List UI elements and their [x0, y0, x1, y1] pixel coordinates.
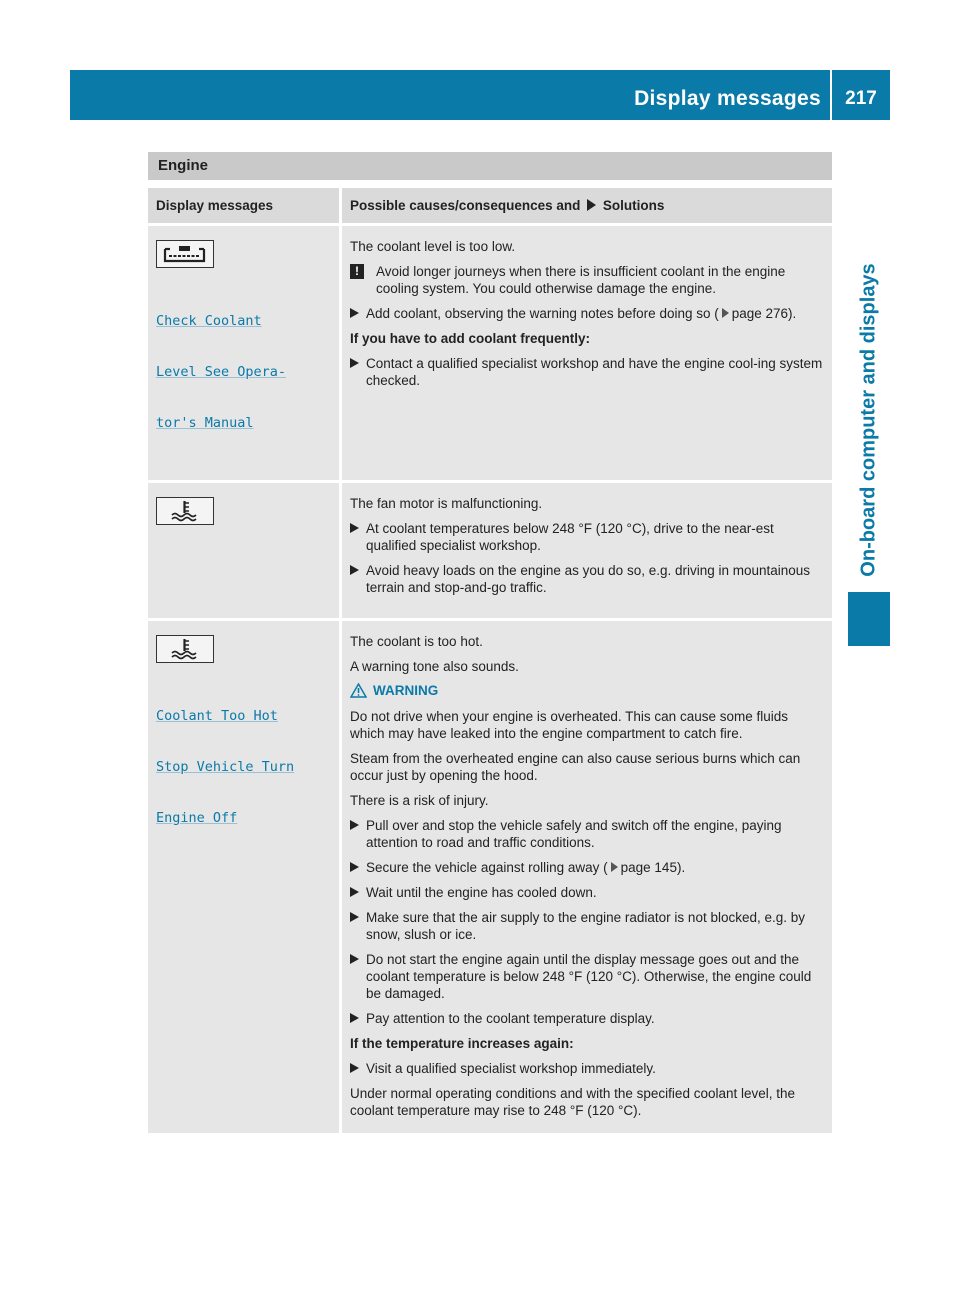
table-row [148, 618, 832, 1133]
table-row [148, 223, 832, 480]
message-line: tor's Manual [156, 415, 254, 431]
warning-triangle-icon [350, 683, 367, 698]
display-messages-table [148, 188, 832, 1133]
causes-solutions-cell [339, 223, 832, 480]
step-text: At coolant temperatures below 248 °F (120 °C), drive to the near-est qualified specialist workshop. [366, 521, 774, 553]
step-text: Do not start the engine again until the display message goes out and the coolant temperature is below 248 °F (120 °C). Otherwise, the engine could be damaged. [366, 952, 812, 1001]
solution-arrow-icon [587, 199, 596, 211]
coolant-level-icon [156, 240, 214, 268]
subheading: If you have to add coolant frequently: [350, 331, 591, 346]
col-header-causes: Possible causes/consequences and [350, 198, 581, 213]
page-reference-icon [611, 862, 618, 872]
solution-step [350, 859, 824, 876]
solution-step [350, 520, 824, 554]
causes-solutions-cell [339, 480, 832, 618]
note-text: Avoid longer journeys when there is insufficient coolant in the engine cooling system. You could otherwise damage the engine. [376, 264, 786, 296]
message-line: Level See Opera‐ [156, 364, 287, 380]
side-tab-marker [848, 592, 890, 646]
coolant-temperature-icon [156, 497, 214, 525]
table-header-row [148, 188, 832, 223]
step-arrow-icon [350, 954, 359, 964]
col-header-solutions: Solutions [602, 198, 665, 213]
warning-text: Do not drive when your engine is overheated. This can cause some fluids which may have leaked into the engine compartment to catch fire. [350, 709, 788, 741]
step-arrow-icon [350, 862, 359, 872]
solution-step [350, 562, 824, 596]
warning-text: Steam from the overheated engine can also cause serious burns which can occur just by opening the hood. [350, 751, 801, 783]
step-arrow-icon [350, 308, 359, 318]
cause-text: The coolant is too hot. [350, 634, 483, 649]
step-text: Pull over and stop the vehicle safely and switch off the engine, paying attention to road and traffic conditions. [366, 818, 782, 850]
page-number: 217 [830, 70, 890, 120]
step-text: Add coolant, observing the warning notes before doing so ( [366, 306, 719, 321]
causes-solutions-cell [339, 618, 832, 1133]
solution-step [350, 355, 824, 389]
solution-step [350, 305, 824, 322]
step-arrow-icon [350, 565, 359, 575]
step-arrow-icon [350, 820, 359, 830]
step-arrow-icon [350, 1063, 359, 1073]
cause-text: A warning tone also sounds. [350, 659, 519, 674]
page-reference-link[interactable]: page 145). [620, 860, 686, 875]
display-message-cell [148, 480, 339, 618]
display-message-text [156, 674, 331, 861]
warning-text: There is a risk of injury. [350, 793, 489, 808]
step-arrow-icon [350, 912, 359, 922]
step-text: Wait until the engine has cooled down. [366, 885, 597, 900]
step-text: Pay attention to the coolant temperature display. [366, 1011, 655, 1026]
message-line: Coolant Too Hot [156, 708, 278, 724]
step-text: Make sure that the air supply to the engine radiator is not blocked, e.g. by snow, slush or ice. [366, 910, 806, 942]
step-text: Visit a qualified specialist workshop immediately. [366, 1061, 656, 1076]
message-line: Check Coolant [156, 313, 262, 329]
solution-step [350, 1060, 824, 1077]
cause-text: The coolant level is too low. [350, 239, 516, 254]
warning-heading [350, 683, 824, 698]
section-title: Engine [148, 152, 832, 180]
solution-step [350, 951, 824, 1002]
warning-label: WARNING [373, 683, 439, 698]
step-arrow-icon [350, 523, 359, 533]
side-tab-label: On-board computer and displays [857, 263, 880, 577]
closing-text: Under normal operating conditions and with the specified coolant level, the coolant temperature may rise to 248 °F (120 °C). [350, 1086, 796, 1118]
message-line: Stop Vehicle Turn [156, 759, 295, 775]
coolant-temperature-icon [156, 635, 214, 663]
page-header-bar [70, 70, 890, 120]
solution-step [350, 884, 824, 901]
step-text: Contact a qualified specialist workshop and have the engine cool-ing system checked. [366, 356, 823, 388]
col-header-display-messages: Display messages [148, 188, 339, 223]
step-arrow-icon [350, 887, 359, 897]
step-text: Avoid heavy loads on the engine as you do so, e.g. driving in mountainous terrain and stop-and-go traffic. [366, 563, 811, 595]
solution-step [350, 1010, 824, 1027]
exclamation-icon: ! [350, 264, 364, 279]
solution-step [350, 909, 824, 943]
col-header-causes-solutions [339, 188, 832, 223]
step-arrow-icon [350, 358, 359, 368]
subheading: If the temperature increases again: [350, 1036, 574, 1051]
cause-text: The fan motor is malfunctioning. [350, 496, 543, 511]
page-reference-icon [722, 308, 729, 318]
table-row [148, 480, 832, 618]
step-arrow-icon [350, 1013, 359, 1023]
solution-step [350, 817, 824, 851]
display-message-text [156, 279, 331, 466]
display-message-cell [148, 618, 339, 1133]
note-item [350, 263, 824, 297]
page-header-title: Display messages [634, 87, 821, 110]
step-text: Secure the vehicle against rolling away ( [366, 860, 608, 875]
message-line: Engine Off [156, 810, 238, 826]
display-message-cell [148, 223, 339, 480]
page-reference-link[interactable]: page 276). [731, 306, 797, 321]
